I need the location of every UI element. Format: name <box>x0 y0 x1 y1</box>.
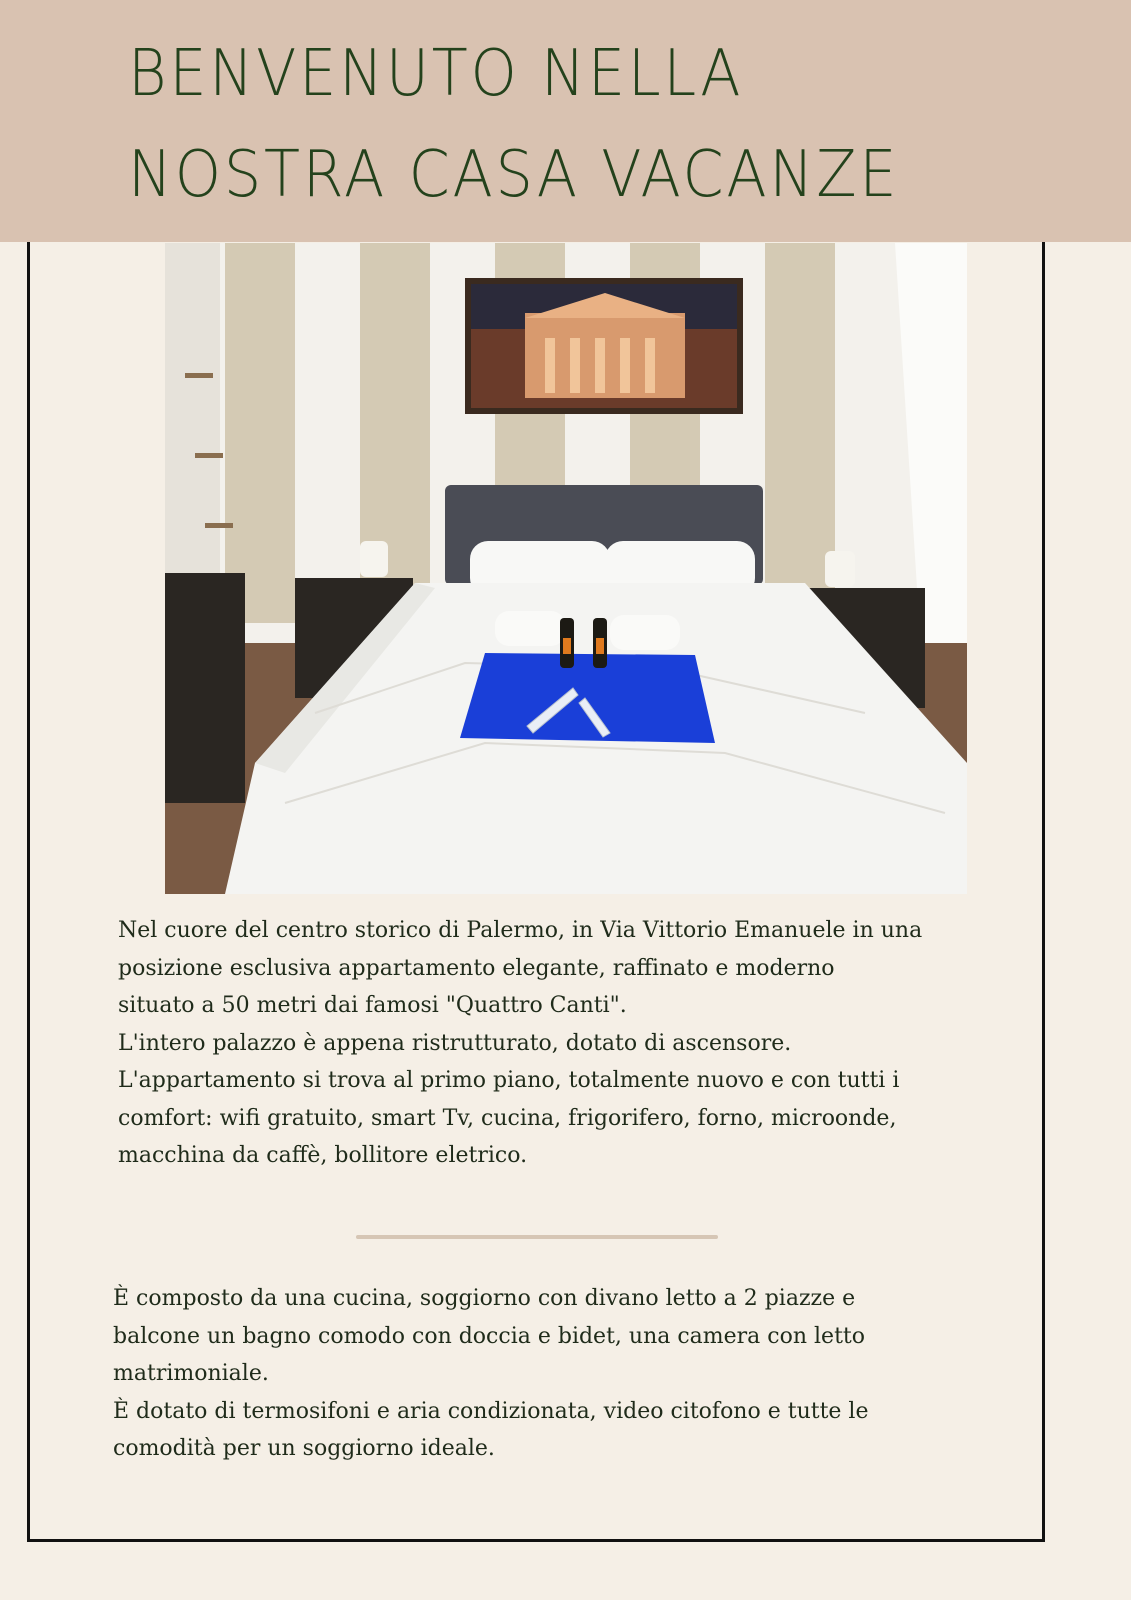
details-line: È composto da una cucina, soggiorno con divano letto a 2 piazze e <box>113 1286 856 1311</box>
section-divider <box>356 1235 718 1239</box>
description-line: situato a 50 metri dai famosi "Quattro Canti". <box>118 993 627 1018</box>
header-banner <box>0 0 1131 242</box>
page-title-line-1: BENVENUTO NELLA <box>128 37 744 111</box>
bedroom-photo <box>165 243 967 894</box>
description-line: L'intero palazzo è appena ristrutturato, dotato di ascensore. <box>118 1030 792 1056</box>
details-line: matrimoniale. <box>113 1361 269 1386</box>
description-line: L'appartamento si trova al primo piano, totalmente nuovo e con tutti i <box>118 1068 900 1093</box>
description-paragraph <box>118 912 1018 1175</box>
page-title-line-2: NOSTRA CASA VACANZE <box>128 138 900 212</box>
details-line: balcone un bagno comodo con doccia e bidet, una camera con letto <box>113 1323 866 1349</box>
description-line: posizione esclusiva appartamento elegante, raffinato e moderno <box>118 955 835 981</box>
details-paragraph <box>113 1280 1013 1468</box>
description-line: comfort: wifi gratuito, smart Tv, cucina, frigorifero, forno, microonde, <box>118 1105 897 1131</box>
description-line: macchina da caffè, bollitore eletrico. <box>118 1143 528 1168</box>
details-line: È dotato di termosifoni e aria condizionata, video citofono e tutte le <box>113 1398 869 1424</box>
description-line: Nel cuore del centro storico di Palermo, in Via Vittorio Emanuele in una <box>118 918 923 943</box>
details-line: comodità per un soggiorno ideale. <box>113 1436 495 1461</box>
